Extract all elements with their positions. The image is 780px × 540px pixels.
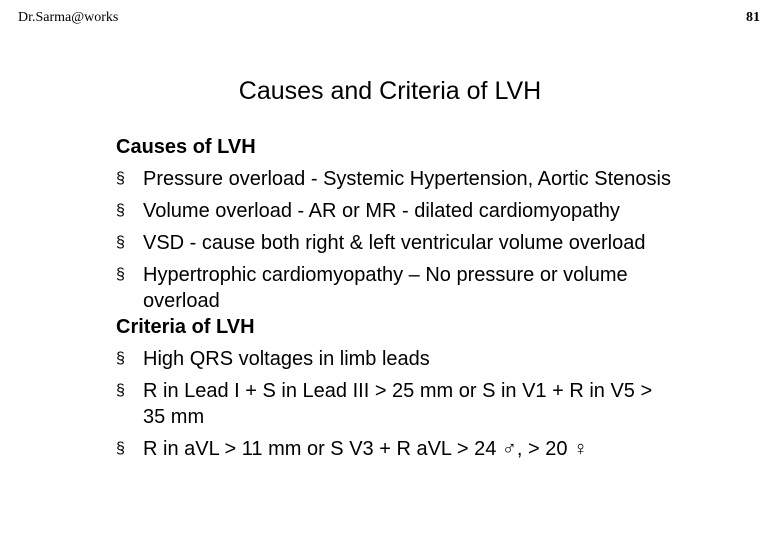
section-heading-criteria: Criteria of LVH (116, 316, 255, 338)
author-watermark: Dr.Sarma@works (18, 10, 119, 25)
bullet-marker-icon: § (116, 382, 125, 399)
list-item (116, 346, 676, 372)
list-item (116, 198, 676, 224)
list-item-text: R in aVL > 11 mm or S V3 + R aVL > 24 ♂, > 20 ♀ (143, 438, 589, 460)
bullet-marker-icon: § (116, 440, 125, 457)
bullet-marker-icon: § (116, 266, 125, 283)
slide-content (116, 134, 676, 462)
list-item-text: High QRS voltages in limb leads (143, 348, 430, 370)
list-item-text: Pressure overload - Systemic Hypertension, Aortic Stenosis (143, 168, 671, 190)
slide-title: Causes and Criteria of LVH (238, 77, 542, 105)
list-item-text: R in Lead I + S in Lead III > 25 mm or S in V1 + R in V5 > 35 mm (143, 380, 653, 428)
list-item-text: Volume overload - AR or MR - dilated cardiomyopathy (143, 200, 620, 222)
list-item-text: Hypertrophic cardiomyopathy – No pressure or volume overload (143, 264, 628, 312)
criteria-list (116, 346, 676, 462)
list-item-text: VSD - cause both right & left ventricular volume overload (143, 232, 646, 254)
bullet-marker-icon: § (116, 202, 125, 219)
bullet-marker-icon: § (116, 350, 125, 367)
page-number: 81 (746, 10, 760, 25)
list-item (116, 166, 676, 192)
bullet-marker-icon: § (116, 170, 125, 187)
list-item (116, 262, 676, 314)
list-item (116, 378, 676, 430)
causes-list (116, 166, 676, 314)
list-item (116, 230, 676, 256)
list-item (116, 436, 676, 462)
bullet-marker-icon: § (116, 234, 125, 251)
section-heading-causes: Causes of LVH (116, 136, 256, 158)
